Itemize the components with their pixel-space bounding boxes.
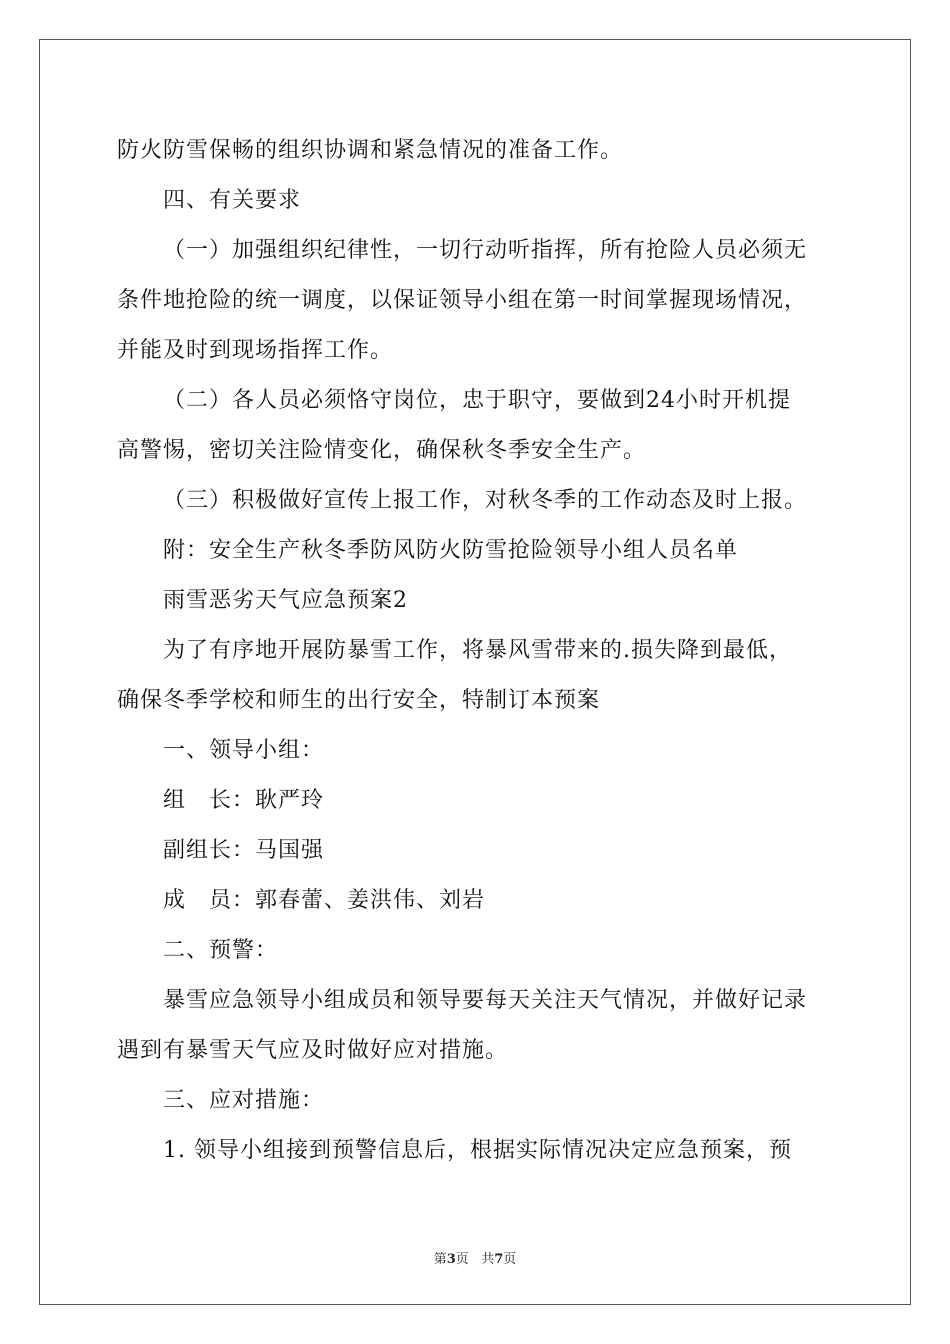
- text-line: 为了有序地开展防暴雪工作，将暴风雪带来的.损失降到最低，: [163, 638, 792, 663]
- document-title: 雨雪恶劣天气应急预案2: [163, 588, 408, 613]
- text-line: 副组长：马国强: [163, 838, 325, 863]
- text-line: （三）积极做好宣传上报工作，对秋冬季的工作动态及时上报。: [163, 488, 808, 513]
- text-line: 暴雪应急领导小组成员和领导要每天关注天气情况，并做好记录: [163, 988, 808, 1013]
- text-line: 遇到有暴雪天气应及时做好应对措施。: [117, 1038, 509, 1063]
- section-heading: 二、预警：: [163, 938, 279, 963]
- text-line: 确保冬季学校和师生的出行安全，特制订本预案: [117, 688, 601, 713]
- footer-total-suffix: 页: [503, 1252, 517, 1267]
- text-line: 条件地抢险的统一调度，以保证领导小组在第一时间掌握现场情况，: [117, 288, 808, 313]
- section-heading: 一、领导小组：: [163, 738, 325, 763]
- section-heading: 三、应对措施：: [163, 1088, 325, 1113]
- text-line: 防火防雪保畅的组织协调和紧急情况的准备工作。: [117, 138, 624, 163]
- text-line: 成 员：郭春蕾、姜洪伟、刘岩: [163, 888, 486, 913]
- footer-total-prefix: 共: [481, 1252, 495, 1267]
- current-page-number: 3: [446, 1252, 456, 1267]
- total-page-count: 7: [494, 1252, 504, 1267]
- text-line: （二）各人员必须恪守岗位，忠于职守，要做到24小时开机提: [163, 388, 791, 413]
- document-body: [117, 126, 837, 1176]
- text-line: 1. 领导小组接到预警信息后，根据实际情况决定应急预案，预: [163, 1138, 792, 1163]
- footer-page-word: 页: [455, 1252, 469, 1267]
- text-line: 组 长：耿严玲: [163, 788, 325, 813]
- text-line: 附：安全生产秋冬季防风防火防雪抢险领导小组人员名单: [163, 538, 739, 563]
- text-line: （一）加强组织纪律性，一切行动听指挥，所有抢险人员必须无: [163, 238, 808, 263]
- page-footer: [0, 1248, 950, 1267]
- text-line: 高警惕，密切关注险情变化，确保秋冬季安全生产。: [117, 438, 647, 463]
- footer-prefix: 第: [433, 1252, 447, 1267]
- section-heading: 四、有关要求: [163, 188, 302, 213]
- text-line: 并能及时到现场指挥工作。: [117, 338, 394, 363]
